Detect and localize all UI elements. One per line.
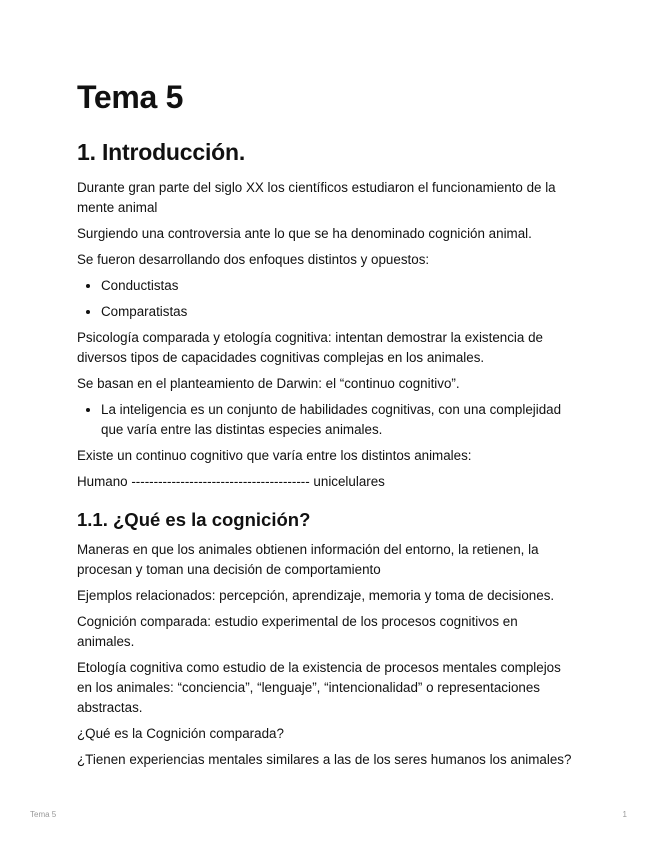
paragraph: Se fueron desarrollando dos enfoques distintos y opuestos:: [77, 252, 430, 267]
paragraph: ¿Qué es la Cognición comparada?: [77, 726, 284, 741]
footer-page-number: 1: [622, 810, 627, 819]
paragraph-continuo: Humano ---------------------------------------- unicelulares: [77, 474, 385, 489]
paragraph: Maneras en que los animales obtienen información del entorno, la retienen, la procesan y toman una decisión de comportamiento: [77, 542, 539, 577]
paragraph: Ejemplos relacionados: percepción, aprendizaje, memoria y toma de decisiones.: [77, 588, 555, 603]
list-item: • Conductistas: [101, 276, 577, 296]
paragraph: Durante gran parte del siglo XX los científicos estudiaron el funcionamiento de la mente animal: [77, 180, 556, 215]
paragraph: Etología cognitiva como estudio de la existencia de procesos mentales complejos en los animales: “conciencia”, “lenguaje”, “intencionalidad” o representaciones abstractas.: [77, 660, 561, 715]
paragraph: Existe un continuo cognitivo que varía entre los distintos animales:: [77, 448, 472, 463]
paragraph: ¿Tienen experiencias mentales similares a las de los seres humanos los animales?: [77, 752, 572, 767]
paragraph: Surgiendo una controversia ante lo que se ha denominado cognición animal.: [77, 226, 532, 241]
list-item: • Comparatistas: [101, 302, 577, 322]
footer-document-title: Tema 5: [30, 810, 57, 819]
bullet-list-inteligencia: [77, 400, 577, 440]
section-heading-que-es-la-cognicion: 1.1. ¿Qué es la cognición?: [77, 509, 311, 530]
list-item: • La inteligencia es un conjunto de habilidades cognitivas, con una complejidad que varía entre las distintas especies animales.: [101, 400, 577, 440]
paragraph: Cognición comparada: estudio experimental de los procesos cognitivos en animales.: [77, 614, 518, 649]
paragraph: Se basan en el planteamiento de Darwin: el “continuo cognitivo”.: [77, 376, 460, 391]
document-page: [77, 78, 577, 776]
paragraph: Psicología comparada y etología cognitiva: intentan demostrar la existencia de diversos tipos de capacidades cognitivas complejas en los animales.: [77, 330, 543, 365]
page-title: Tema 5: [77, 79, 184, 115]
section-heading-introduccion: 1. Introducción.: [77, 139, 246, 165]
bullet-list-enfoques: [77, 276, 577, 322]
